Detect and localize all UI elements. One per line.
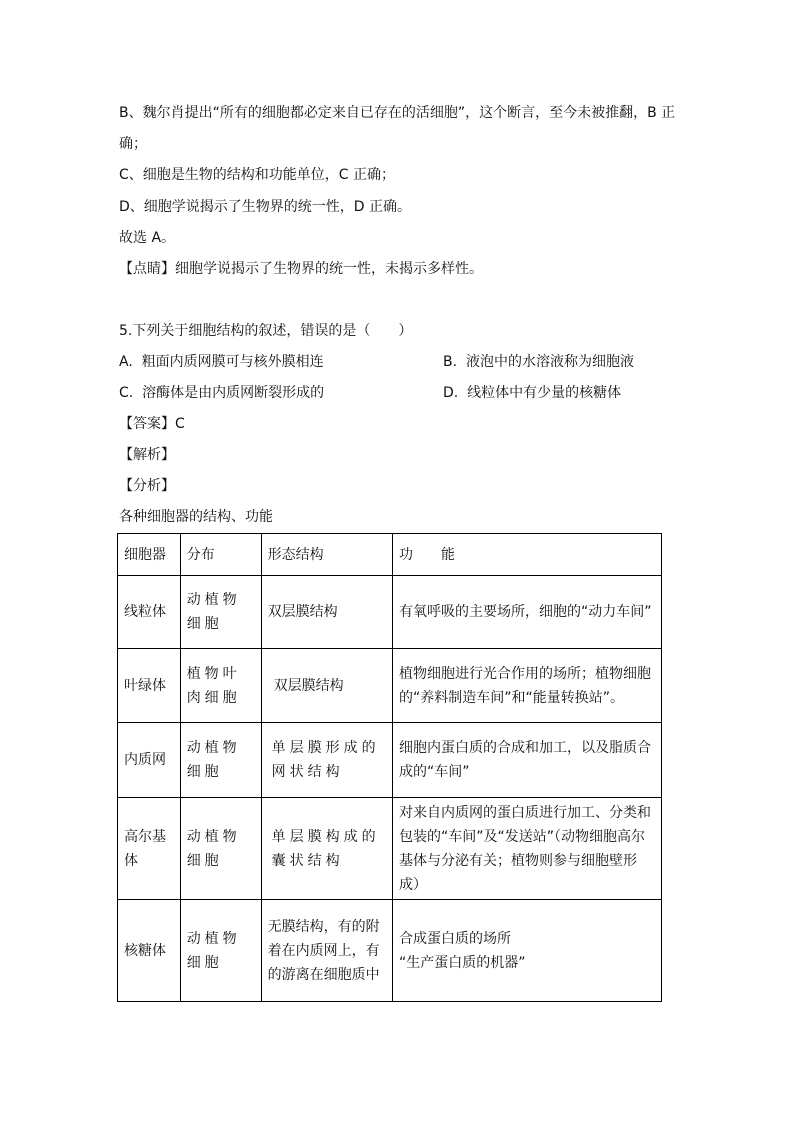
table-cell: 细胞内蛋白质的合成和加工，以及脂质合成的“车间” xyxy=(393,723,662,798)
answer-label: 【答案】C xyxy=(119,416,185,432)
option-b xyxy=(443,352,634,372)
option-text: 线粒体中有少量的核糖体 xyxy=(467,385,622,401)
paragraph-choice: 故选 A。 xyxy=(119,230,176,246)
organelle-table xyxy=(117,533,662,1002)
table-cell: 核糖体 xyxy=(118,900,181,1002)
table-cell: 植物细胞进行光合作用的场所；植物细胞的“养料制造车间”和“能量转换站”。 xyxy=(393,649,662,723)
analysis-sub-label: 【分析】 xyxy=(119,478,175,494)
option-c xyxy=(119,383,324,403)
table-cell: 单层膜构成的囊状结构 xyxy=(261,798,392,900)
table-row xyxy=(118,576,662,649)
option-d xyxy=(443,383,621,403)
table-row xyxy=(118,798,662,900)
table-cell: 有氧呼吸的主要场所，细胞的“动力车间” xyxy=(393,576,662,649)
analysis-label: 【解析】 xyxy=(119,447,175,463)
option-text: 液泡中的水溶液称为细胞液 xyxy=(465,354,634,370)
table-header-cell: 分布 xyxy=(180,534,261,576)
table-row xyxy=(118,723,662,798)
table-cell: 内质网 xyxy=(118,723,181,798)
table-title: 各种细胞器的结构、功能 xyxy=(119,509,273,525)
paragraph-c: C、细胞是生物的结构和功能单位，C 正确； xyxy=(119,167,395,183)
table-cell: 叶绿体 xyxy=(118,649,181,723)
option-letter: A. xyxy=(119,354,133,370)
table-header-row xyxy=(118,534,662,576)
table-cell: 对来自内质网的蛋白质进行加工、分类和包装的“车间”及“发送站”（动物细胞高尔基体与分泌有关；植物则参与细胞壁形成） xyxy=(393,798,662,900)
table-cell: 单层膜形成的网状结构 xyxy=(261,723,392,798)
paragraph-b-line1: B、魏尔肖提出“所有的细胞都必定来自已存在的活细胞”，这个断言，至今未被推翻，B 正 xyxy=(119,105,676,121)
table-header-cell: 形态结构 xyxy=(261,534,392,576)
table-cell: 动植物细胞 xyxy=(180,723,261,798)
table-row xyxy=(118,649,662,723)
table-cell: 动植物细胞 xyxy=(180,900,261,1002)
table-cell: 动植物细胞 xyxy=(180,576,261,649)
table-row xyxy=(118,900,662,1002)
table-cell xyxy=(118,798,181,900)
option-text: 溶酶体是由内质网断裂形成的 xyxy=(142,385,325,401)
table-header-cell: 细胞器 xyxy=(118,534,181,576)
table-cell: 合成蛋白质的场所 “生产蛋白质的机器” xyxy=(393,900,662,1002)
table-header-cell: 功 能 xyxy=(393,534,662,576)
option-text: 粗面内质网膜可与核外膜相连 xyxy=(141,354,324,370)
option-letter: B. xyxy=(443,354,458,370)
paragraph-note: 【点睛】细胞学说揭示了生物界的统一性，未揭示多样性。 xyxy=(119,261,483,277)
option-a xyxy=(119,352,324,372)
paragraph-b-line2: 确； xyxy=(119,136,147,152)
option-letter: D. xyxy=(443,385,459,401)
question-stem: 5.下列关于细胞结构的叙述，错误的是（ ） xyxy=(119,323,413,339)
table-cell: 线粒体 xyxy=(118,576,181,649)
table-cell: 动植物细胞 xyxy=(180,798,261,900)
organelle-name: 高尔基体 xyxy=(124,828,166,869)
paragraph-d: D、细胞学说揭示了生物界的统一性，D 正确。 xyxy=(119,199,412,215)
option-letter: C. xyxy=(119,385,134,401)
table-cell: 植物叶肉细胞 xyxy=(180,649,261,723)
table-cell: 双层膜结构 xyxy=(261,649,392,723)
table-cell: 双层膜结构 xyxy=(261,576,392,649)
table-cell: 无膜结构，有的附着在内质网上，有的游离在细胞质中 xyxy=(261,900,392,1002)
